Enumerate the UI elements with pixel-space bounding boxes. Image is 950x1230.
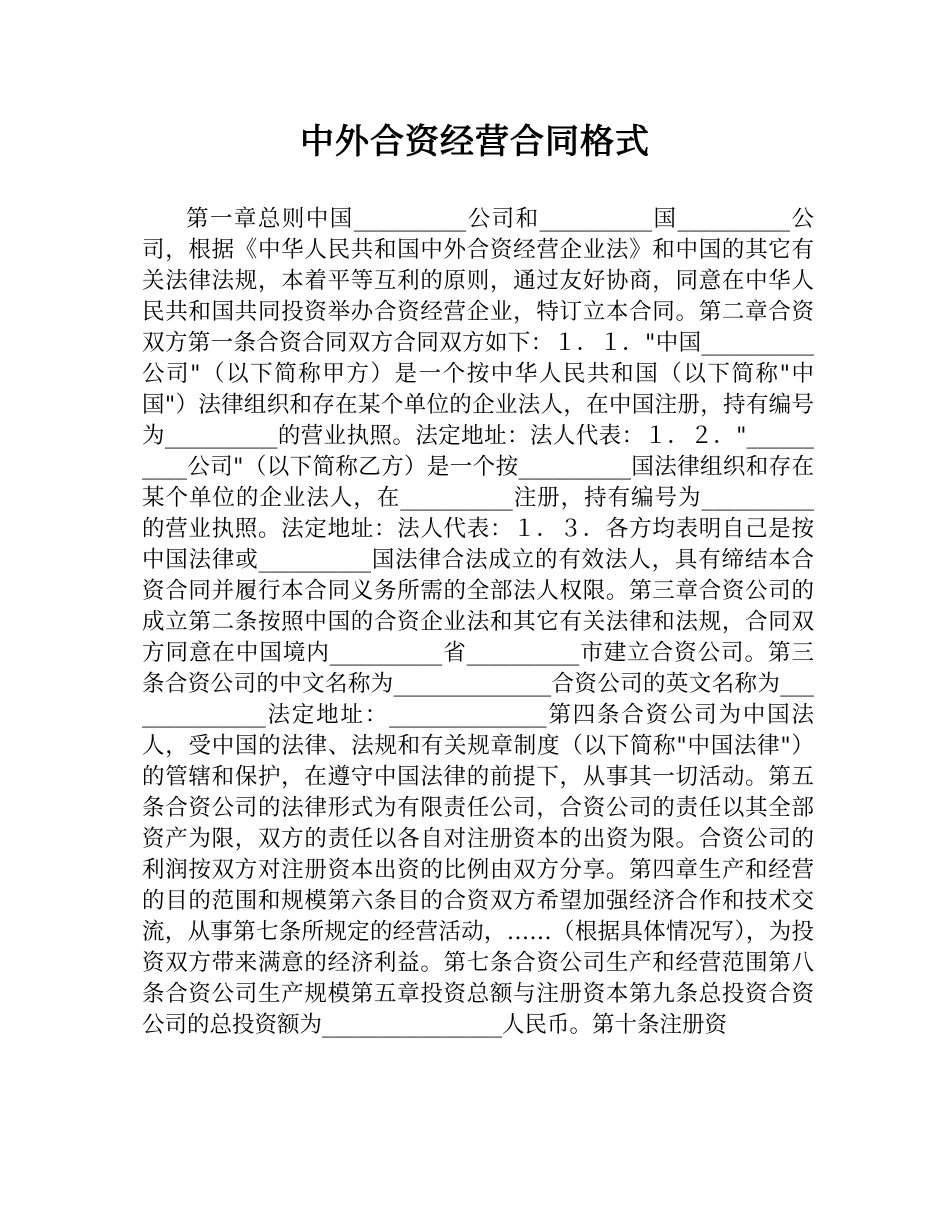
contract-body-text: 第一章总则中国__________公司和__________国__________公司，根据《中华人民共和国中外合资经营企业法》和中国的其它有关法律法规，本着平等互利的原则，通过友好协商，同意在中华人民共和国共同投资举办合资经营企业，特订立本合同。第二章合资双方第一条合资合同双方合同双方如下：１．１．"中国__________公司"（以下简称甲方）是一个按中华人民共和国（以下简称"中国"）法律组织和存在某个单位的企业法人，在中国注册，持有编号为__________的营业执照。法定地址：法人代表：１．２．"__________公司"（以下简称乙方）是一个按__________国法律组织和存在某个单位的企业法人，在__________注册，持有编号为__________的营业执照。法定地址：法人代表：１．３．各方均表明自己是按中国法律或__________国法律合法成立的有效法人，具有缔结本合资合同并履行本合同义务所需的全部法人权限。第三章合资公司的成立第二条按照中国的合资企业法和其它有关法律和法规，合同双方同意在中国境内__________省__________市建立合资公司。第三条合资公司的中文名称为______________合资公司的英文名称为______________法定地址：______________第四条合资公司为中国法人，受中国的法律、法规和有关规章制度（以下简称"中国法律"）的管辖和保护，在遵守中国法律的前提下，从事其一切活动。第五条合资公司的法律形式为有限责任公司，合资公司的责任以其全部资产为限，双方的责任以各自对注册资本的出资为限。合资公司的利润按双方对注册资本出资的比例由双方分享。第四章生产和经营的目的范围和规模第六条目的合资双方希望加强经济合作和技术交流，从事第七条所规定的经营活动，……（根据具体情况写），为投资双方带来满意的经济利益。第七条合资公司生产和经营范围第八条合资公司生产规模第五章投资总额与注册资本第九条总投资合资公司的总投资额为________________人民币。第十条注册资 [142,206,814,1038]
document-title: 中外合资经营合同格式 [300,122,650,162]
